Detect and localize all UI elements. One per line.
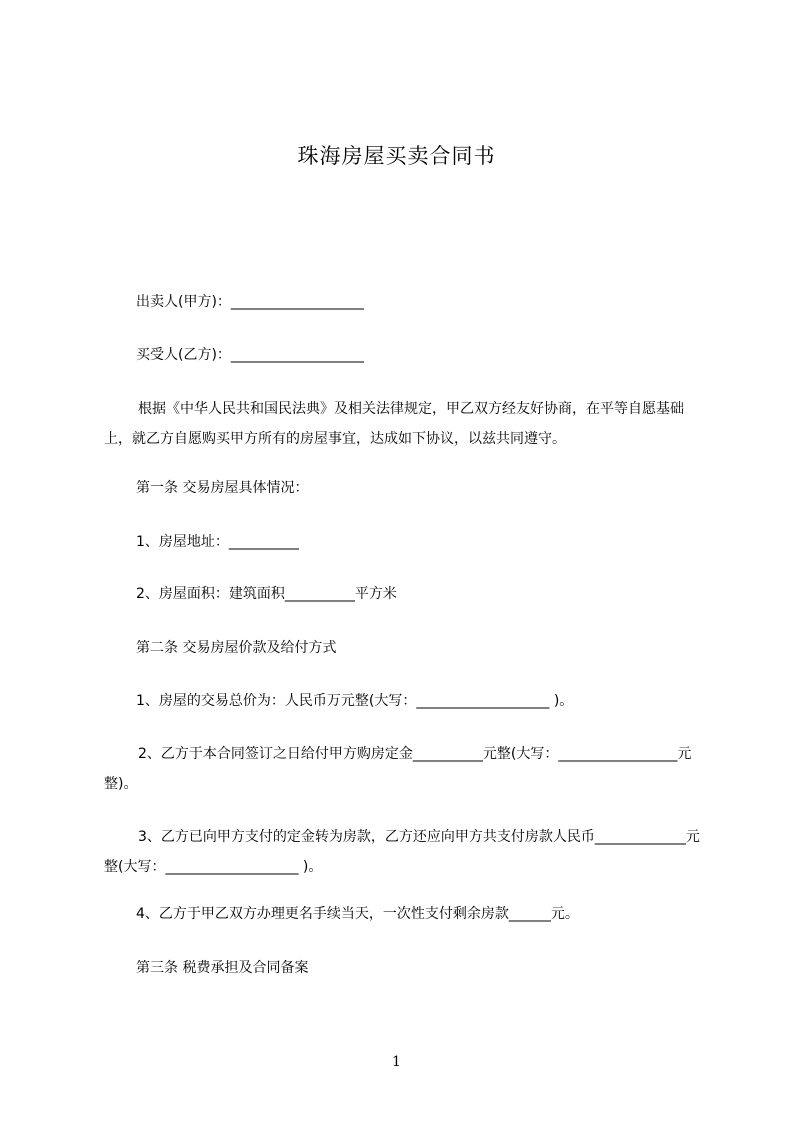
- article-1-item-area: 2、房屋面积：建筑面积__________平方米: [136, 586, 397, 602]
- document-title: 珠海房屋买卖合同书: [297, 144, 496, 168]
- buyer-line: 买受人(乙方)：___________________: [136, 347, 364, 363]
- preamble-paragraph: 根据《中华人民共和国民法典》及相关法律规定，甲乙双方经友好协商，在平等自愿基础上，就乙方自愿购买甲方所有的房屋事宜，达成如下协议，以兹共同遵守。: [104, 401, 684, 447]
- article-2-heading: 第二条 交易房屋价款及给付方式: [136, 640, 337, 656]
- seller-line: 出卖人(甲方)：___________________: [136, 294, 364, 310]
- article-2-item-payment: 3、乙方已向甲方支付的定金转为房款，乙方还应向甲方共支付房款人民币_____________元整(大写：___________________ )。: [104, 829, 700, 875]
- page-number: 1: [392, 1054, 401, 1070]
- article-3-heading: 第三条 税费承担及合同备案: [136, 960, 309, 976]
- article-1-heading: 第一条 交易房屋具体情况：: [136, 480, 309, 496]
- article-2-item-deposit: 2、乙方于本合同签订之日给付甲方购房定金__________元整(大写：_________________元整)。: [104, 746, 692, 792]
- article-1-item-address: 1、房屋地址：__________: [136, 534, 299, 550]
- article-2-item-total-price: 1、房屋的交易总价为：人民币万元整(大写：___________________ )。: [136, 693, 574, 709]
- article-2-item-balance: 4、乙方于甲乙双方办理更名手续当天，一次性支付剩余房款______元。: [136, 906, 579, 922]
